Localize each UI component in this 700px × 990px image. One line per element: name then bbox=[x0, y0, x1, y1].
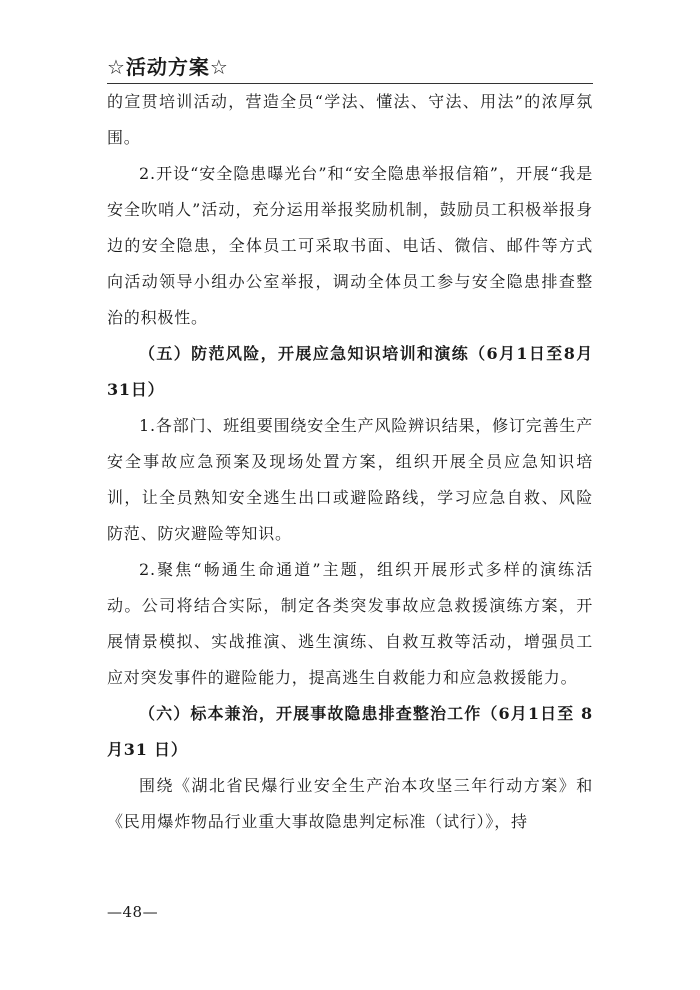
page-header bbox=[107, 54, 593, 84]
paragraph-hazard-rectification: 围绕《湖北省民爆行业安全生产治本攻坚三年行动方案》和《民用爆炸物品行业重大事故隐患判定标准（试行）》，持 bbox=[107, 776, 593, 831]
paragraph-item-1-emergency-training: 1.各部门、班组要围绕安全生产风险辨识结果，修订完善生产安全事故应急预案及现场处置方案，组织开展全员应急知识培训，让全员熟知安全逃生出口或避险路线，学习应急自救、风险防范、防灾避险等知识。 bbox=[107, 416, 593, 543]
paragraph-continuation: 的宣贯培训活动，营造全员“学法、懂法、守法、用法”的浓厚氛围。 bbox=[107, 92, 593, 147]
header-title: ☆活动方案☆ bbox=[107, 55, 229, 79]
paragraph-item-2-whistleblower: 2.开设“安全隐患曝光台”和“安全隐患举报信箱”，开展“我是安全吹哨人”活动，充分运用举报奖励机制，鼓励员工积极举报身边的安全隐患，全体员工可采取书面、电话、微信、邮件等方式向活动领导小组办公室举报，调动全体员工参与安全隐患排查整治的积极性。 bbox=[107, 164, 593, 327]
section-heading-6: （六）标本兼治，开展事故隐患排查整治工作（6月1日至 8月31 日） bbox=[107, 704, 593, 759]
paragraph-item-2-drills: 2.聚焦“畅通生命通道”主题，组织开展形式多样的演练活动。公司将结合实际，制定各类突发事故应急救援演练方案，开展情景模拟、实战推演、逃生演练、自救互救等活动，增强员工应对突发事件的避险能力，提高逃生自救能力和应急救援能力。 bbox=[107, 560, 593, 687]
document-body bbox=[107, 84, 593, 840]
section-heading-5: （五）防范风险，开展应急知识培训和演练（6月1日至8月31日） bbox=[107, 344, 593, 399]
page-number: —48— bbox=[107, 903, 159, 921]
